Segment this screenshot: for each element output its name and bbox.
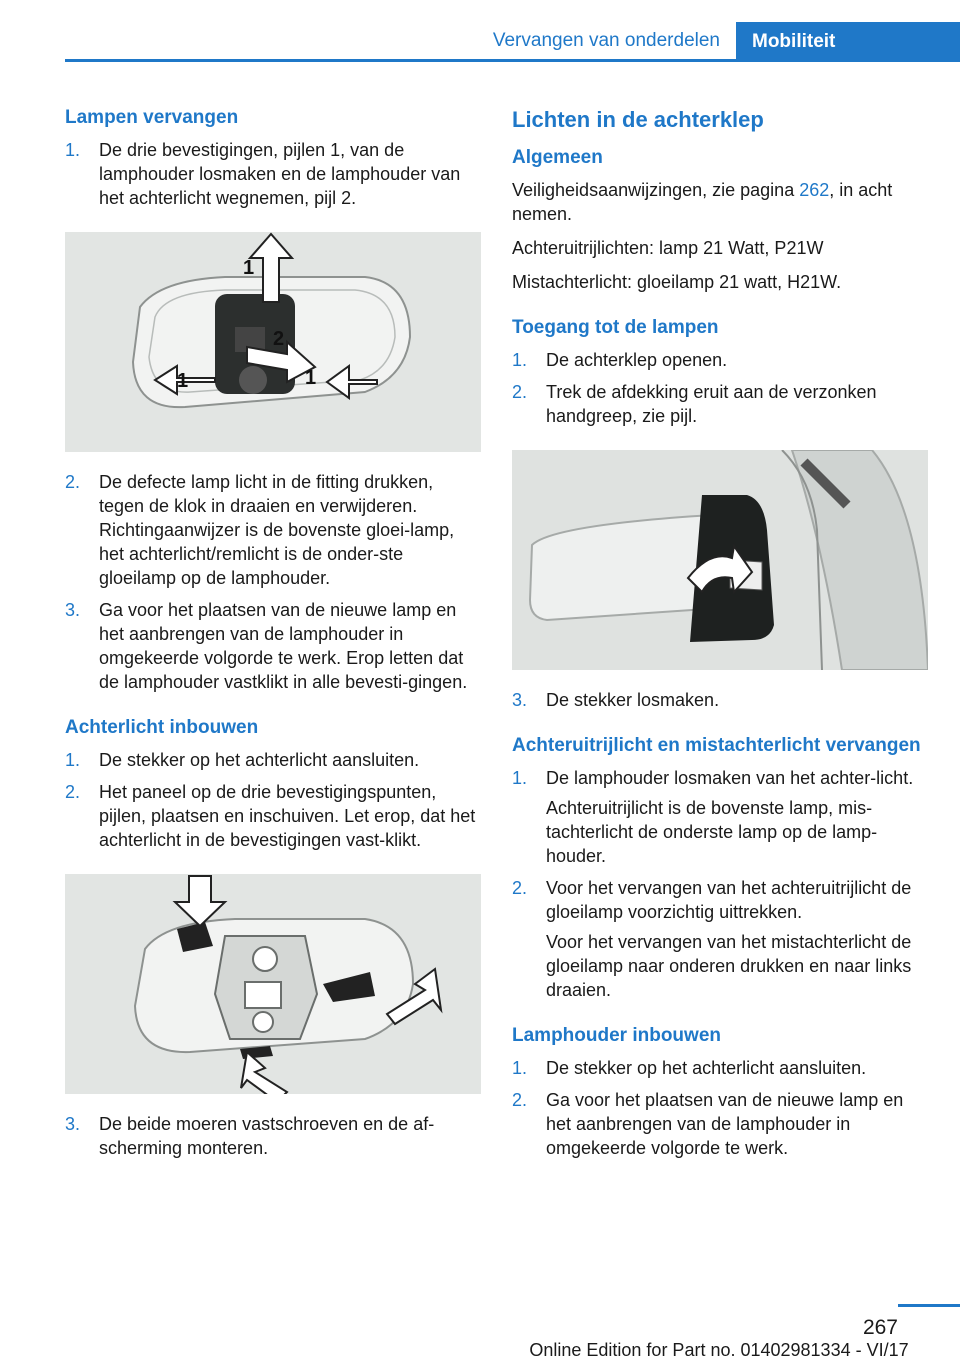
figure-cover-removal	[512, 450, 928, 670]
steps-lamphouder-inbouwen	[512, 1056, 928, 1160]
step-text: De defecte lamp licht in de fitting drukken, tegen de klok in draaien en verwijderen. Richtingaanwijzer is de bovenste gloei‐lamp, het achterlicht/remlicht is de onder‐ste gloeilamp op de lamphouder.	[99, 472, 455, 588]
section-title-achteruitrijlicht: Achteruitrijlicht en mistachterlicht vervangen	[512, 735, 921, 756]
list-item	[512, 1056, 928, 1080]
spec-fog-light: Mistachterlicht: gloeilamp 21 watt, H21W.	[512, 272, 842, 292]
step-text: De stekker op het achterlicht aansluiten.	[546, 1058, 867, 1078]
section-title-lampen-vervangen: Lampen vervangen	[65, 107, 239, 128]
step-text: Het paneel op de drie bevestigingspunten, pijlen, plaatsen en inschuiven. Let erop, dat het achterlicht in de bevestigingen vast‐klikt.	[99, 782, 476, 850]
list-item	[65, 138, 481, 210]
spec-reverse-lights: Achteruitrijlichten: lamp 21 Watt, P21W	[512, 238, 824, 258]
step-number: 1.	[65, 140, 81, 160]
step-number: 2.	[512, 382, 528, 402]
list-item	[512, 688, 928, 712]
step-number: 3.	[512, 690, 528, 710]
step-number: 2.	[65, 782, 81, 802]
safety-note-text: Veiligheidsaanwijzingen, zie pagina	[512, 180, 800, 200]
step-text: De stekker op het achterlicht aansluiten.	[99, 750, 420, 770]
section-title-algemeen: Algemeen	[512, 147, 603, 168]
steps-achterlicht-inbouwen-b	[65, 1112, 481, 1160]
panel-illustration	[65, 874, 481, 1094]
steps-achterlicht-inbouwen-a	[65, 748, 481, 852]
list-item	[512, 380, 928, 428]
step-text: De lamphouder losmaken van het achter‐licht.	[546, 768, 914, 788]
list-item	[65, 780, 481, 852]
step-number: 1.	[512, 350, 528, 370]
list-item	[65, 748, 481, 772]
figure-panel-mounting	[65, 874, 481, 1094]
list-item	[512, 348, 928, 372]
step-text: De drie bevestigingen, pijlen 1, van de lamphouder losmaken en de lamphouder van het achterlicht wegnemen, pijl 2.	[99, 140, 461, 208]
header-rule	[65, 59, 960, 62]
steps-toegang-b	[512, 688, 928, 712]
left-column	[65, 106, 481, 1182]
chapter-title: Lichten in de achterklep	[512, 107, 764, 132]
section-title-achterlicht-inbouwen: Achterlicht inbouwen	[65, 717, 259, 738]
step-subtext: Voor het vervangen van het mistachterlicht de gloeilamp naar onderen drukken en naar links draaien.	[546, 932, 912, 1000]
figure-label: 2	[273, 328, 285, 350]
step-text: Ga voor het plaatsen van de nieuwe lamp en het aanbrengen van de lamphouder in omgekeerde volgorde te werk. Erop letten dat de lamphouder vastklikt in alle bevesti‐gingen.	[99, 600, 468, 692]
steps-achteruitrijlicht	[512, 766, 928, 1002]
page-header	[0, 0, 960, 64]
figure-label: 1	[305, 367, 317, 389]
footer-edition: Online Edition for Part no. 01402981334 - VI/17	[529, 1340, 909, 1360]
step-number: 1.	[512, 768, 528, 788]
step-number: 2.	[512, 878, 528, 898]
steps-toegang-a	[512, 348, 928, 428]
right-column	[512, 106, 928, 1182]
steps-lampen-vervangen-a	[65, 138, 481, 210]
list-item	[65, 598, 481, 694]
step-number: 1.	[512, 1058, 528, 1078]
step-number: 2.	[512, 1090, 528, 1110]
step-text: Trek de afdekking eruit aan de verzonken handgreep, zie pijl.	[546, 382, 877, 426]
step-text: De achterklep openen.	[546, 350, 728, 370]
section-title-toegang: Toegang tot de lampen	[512, 317, 719, 338]
list-item	[512, 876, 928, 1002]
header-chapter-tab[interactable]: Mobiliteit	[736, 22, 960, 62]
step-text: De beide moeren vastschroeven en de af‐scherming monteren.	[99, 1114, 435, 1158]
taillight-illustration	[65, 232, 481, 452]
figure-label: 1	[177, 370, 189, 392]
step-text: Ga voor het plaatsen van de nieuwe lamp en het aanbrengen van de lamphouder in omgekeerde volgorde te werk.	[546, 1090, 904, 1158]
list-item	[65, 1112, 481, 1160]
tailgate-illustration	[512, 450, 928, 670]
list-item	[65, 470, 481, 590]
header-section-title: Vervangen van onderdelen	[492, 30, 720, 51]
page-number: 267	[862, 1316, 898, 1339]
page-link[interactable]: 262	[799, 180, 830, 200]
step-number: 3.	[65, 1114, 81, 1134]
step-text: De stekker losmaken.	[546, 690, 720, 710]
step-number: 1.	[65, 750, 81, 770]
list-item	[512, 1088, 928, 1160]
step-text: Voor het vervangen van het achteruitrijlicht de gloeilamp voorzichtig uittrekken.	[546, 878, 912, 922]
steps-lampen-vervangen-b	[65, 470, 481, 694]
list-item	[512, 766, 928, 868]
footer-rule	[898, 1304, 960, 1307]
step-number: 3.	[65, 600, 81, 620]
figure-label: 1	[243, 257, 255, 279]
section-title-lamphouder-inbouwen: Lamphouder inbouwen	[512, 1025, 721, 1046]
safety-note	[512, 178, 928, 226]
step-subtext: Achteruitrijlicht is de bovenste lamp, mis‐tachterlicht de onderste lamp op de lamp‐houder.	[546, 798, 878, 866]
step-number: 2.	[65, 472, 81, 492]
figure-lamphouder-removal	[65, 232, 481, 452]
safety-note-text-end: , in acht nemen.	[512, 180, 893, 224]
